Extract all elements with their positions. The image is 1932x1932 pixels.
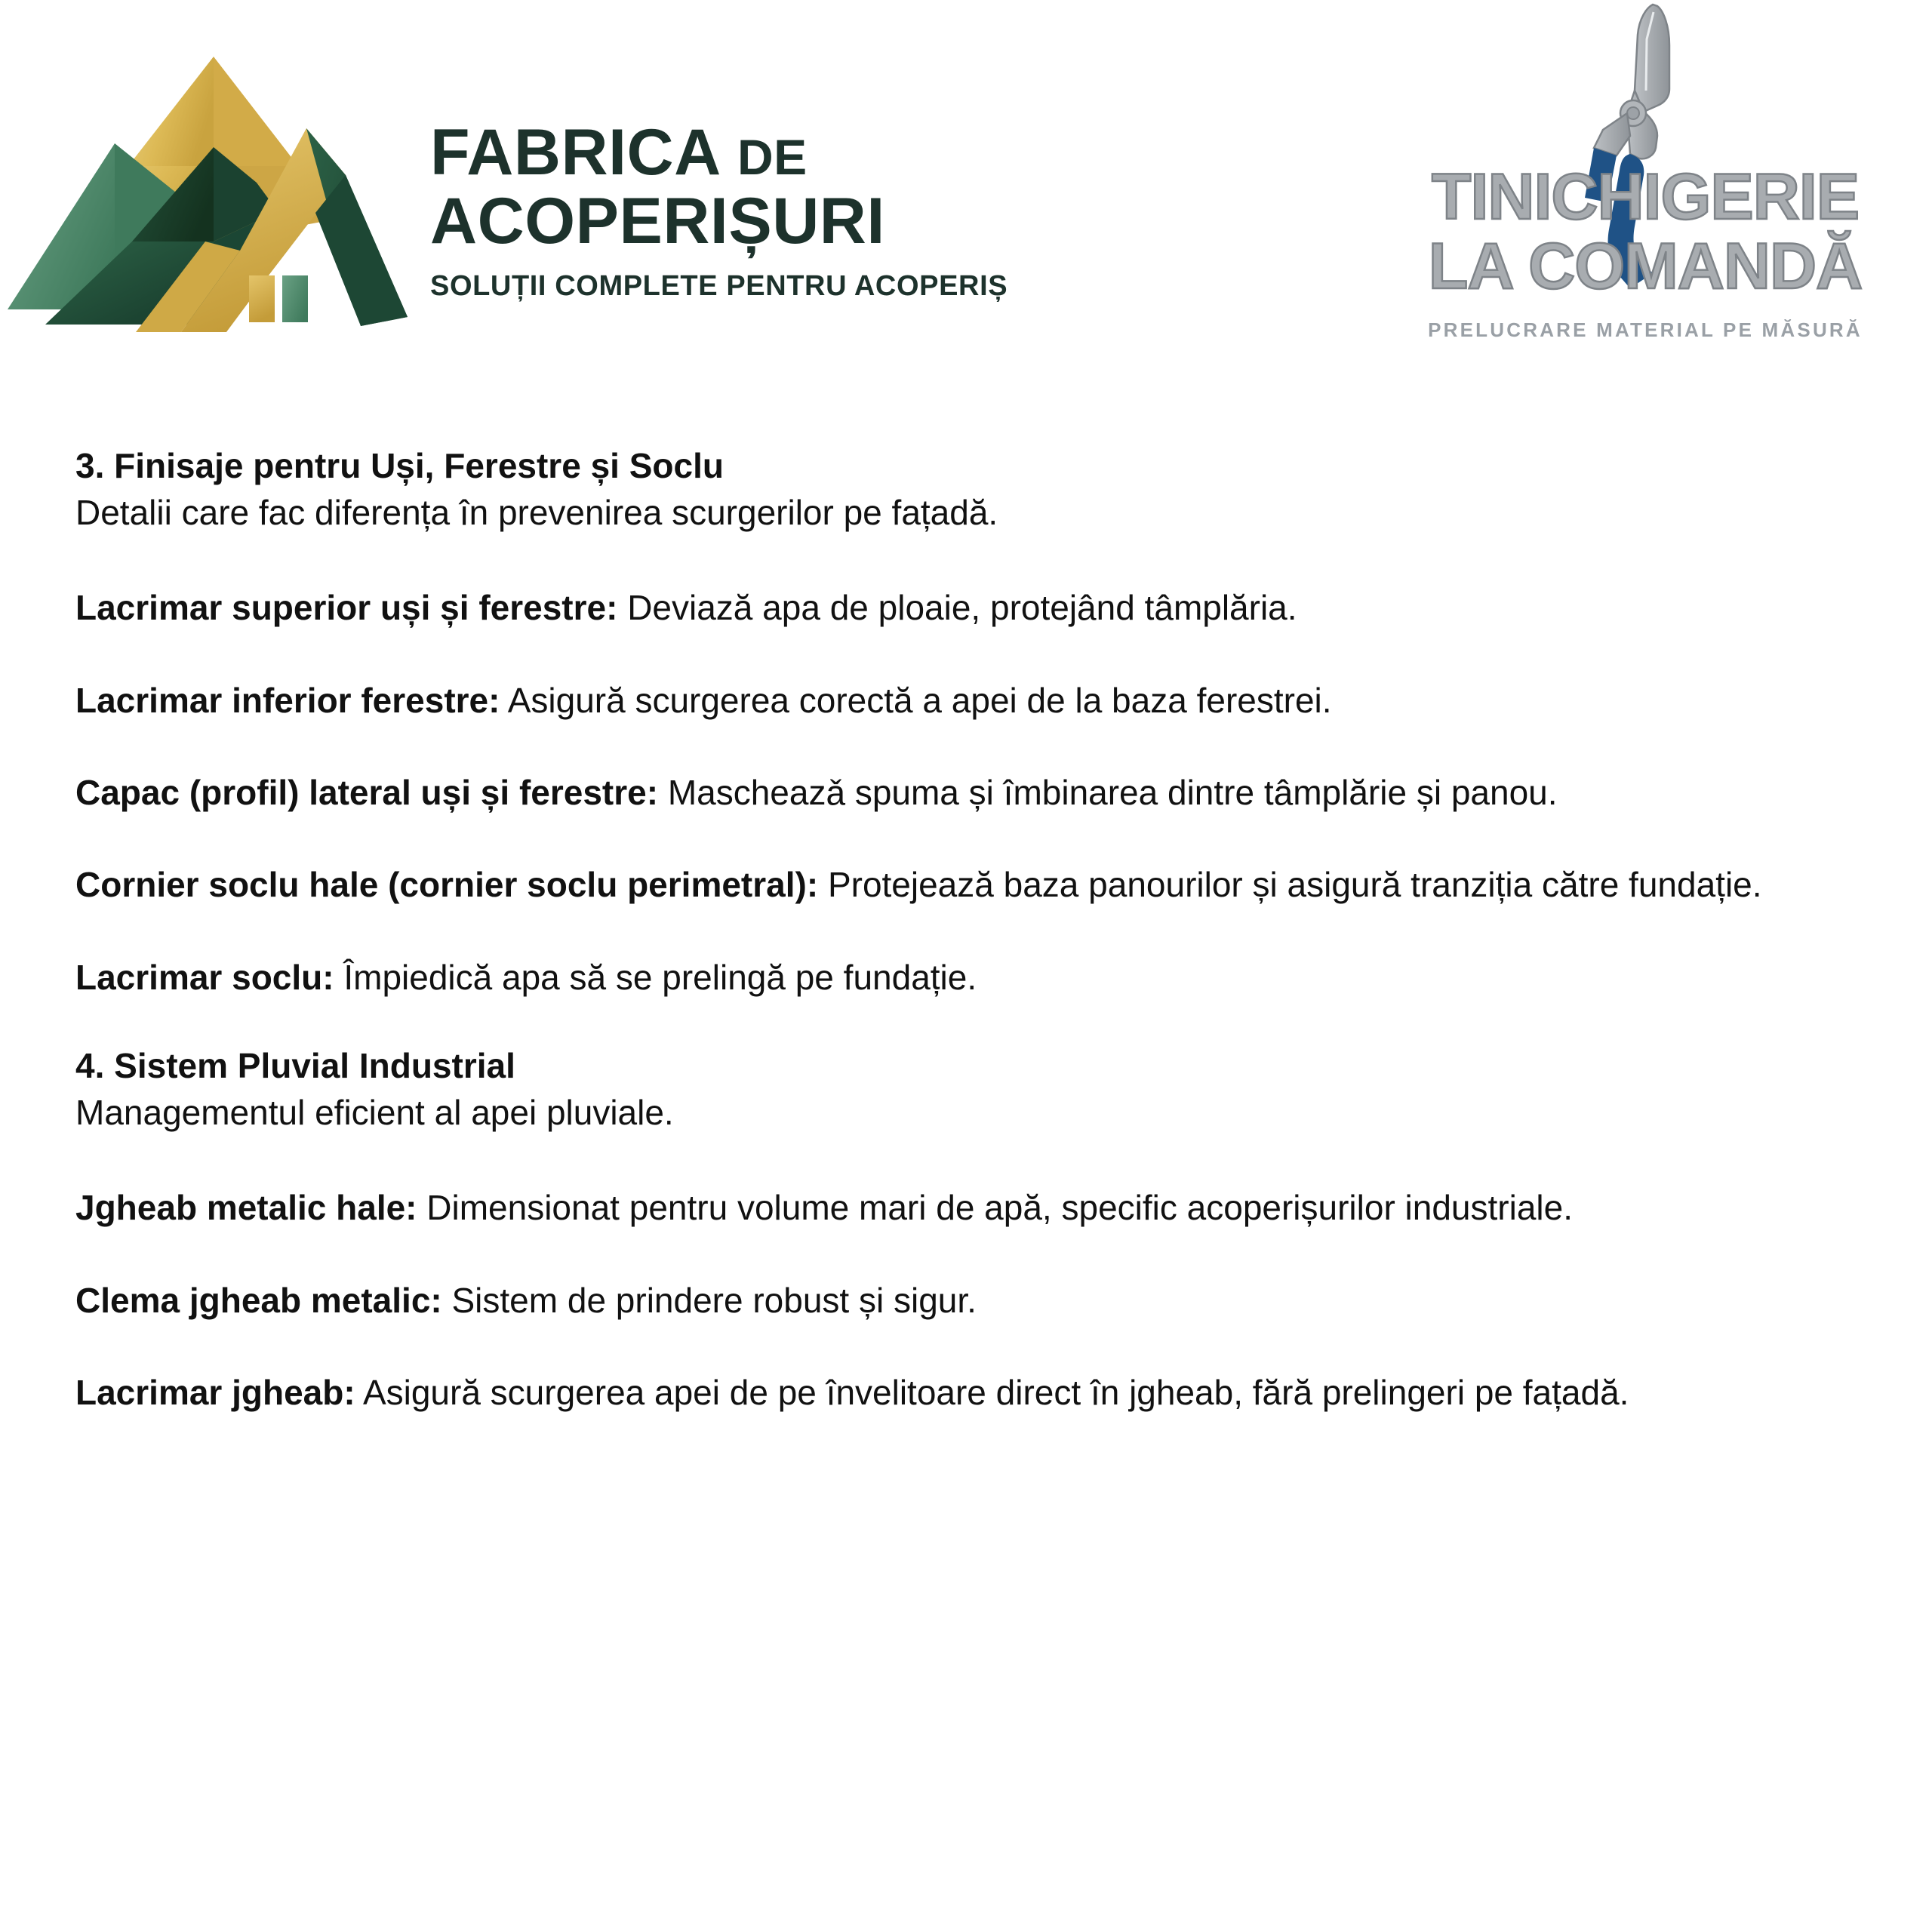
item-lacrimar-superior <box>75 583 1902 632</box>
item-desc: Protejează baza panourilor și asigură tranziția către fundație. <box>827 865 1762 905</box>
item-desc: Sistem de prindere robust și sigur. <box>451 1280 977 1320</box>
spacer <box>75 909 1902 953</box>
item-clema-jgheab-metalic <box>75 1276 1902 1324</box>
section-4-subtitle: Managementul eficient al apei pluviale. <box>75 1093 674 1133</box>
fabrica-word-fabrica: FABRICA <box>430 116 719 189</box>
item-desc: Dimensionat pentru volume mari de apă, specific acoperișurilor industriale. <box>426 1188 1573 1228</box>
spacer <box>75 1137 1902 1183</box>
item-desc: Mascheazǎ spuma și îmbinarea dintre tâmplărie și panou. <box>667 773 1558 813</box>
item-term: Clema jgheab metalic: <box>75 1280 442 1320</box>
item-term: Lacrimar superior uși și ferestre: <box>75 588 618 628</box>
fabrica-logo <box>0 8 1072 385</box>
item-lacrimar-inferior <box>75 676 1902 724</box>
fabrica-wordmark <box>423 90 1072 302</box>
item-term: Lacrimar inferior ferestre: <box>75 680 500 720</box>
header-logo-band <box>0 0 1932 408</box>
item-lacrimar-jgheab <box>75 1368 1902 1417</box>
fabrica-mountain-roof-icon <box>0 15 423 377</box>
fabrica-word-de: DE <box>737 129 808 186</box>
section-4-title: 4. Sistem Pluvial Industrial <box>75 1046 515 1086</box>
item-desc: Asigură scurgerea apei de pe învelitoare direct în jgheab, fără prelingeri pe fațadă. <box>362 1373 1629 1413</box>
item-desc: Asigură scurgerea corectă a apei de la baza ferestrei. <box>507 680 1332 720</box>
tinichigerie-logo <box>1404 0 1887 377</box>
item-term: Capac (profil) lateral uși și ferestre: <box>75 773 659 813</box>
spacer <box>75 1324 1902 1368</box>
section-4 <box>75 1044 1902 1417</box>
item-jgheab-metalic-hale <box>75 1183 1902 1232</box>
item-desc: Împiedică apa să se prelingă pe fundație. <box>343 957 977 997</box>
tinichigerie-word-line2: LA COMANDĂ <box>1428 230 1863 303</box>
item-desc: Deviază apa de ploaie, protejând tâmplăria. <box>627 588 1297 628</box>
section-3-title: 3. Finisaje pentru Uși, Ferestre și Soclu <box>75 446 724 485</box>
spacer <box>75 724 1902 768</box>
item-term: Lacrimar soclu: <box>75 957 334 997</box>
item-lacrimar-soclu <box>75 953 1902 1001</box>
tinichigerie-snips-and-wordmark-icon <box>1404 0 1887 317</box>
item-capac-lateral <box>75 768 1902 817</box>
item-term: Cornier soclu hale (cornier soclu perimetral): <box>75 865 819 905</box>
tinichigerie-tagline: PRELUCRARE MATERIAL PE MĂSURĂ <box>1428 318 1863 341</box>
spacer <box>75 537 1902 583</box>
fabrica-wordmark-line1 <box>430 116 1072 189</box>
item-term: Jgheab metalic hale: <box>75 1188 417 1228</box>
section-3-subtitle: Detalii care fac diferența în prevenirea scurgerilor pe fațadă. <box>75 492 998 532</box>
tinichigerie-word-line1: TINICHIGERIE <box>1431 161 1860 233</box>
spacer <box>75 1232 1902 1276</box>
fabrica-wordmark-line2: ACOPERIȘURI <box>430 185 885 258</box>
spacer <box>75 632 1902 676</box>
spacer <box>75 1001 1902 1044</box>
spacer <box>75 817 1902 860</box>
item-term: Lacrimar jgheab: <box>75 1373 355 1413</box>
document-body <box>75 444 1902 1417</box>
section-3 <box>75 444 1902 1001</box>
fabrica-tagline: SOLUȚII COMPLETE PENTRU ACOPERIȘ <box>430 269 1008 302</box>
item-cornier-soclu <box>75 860 1902 909</box>
